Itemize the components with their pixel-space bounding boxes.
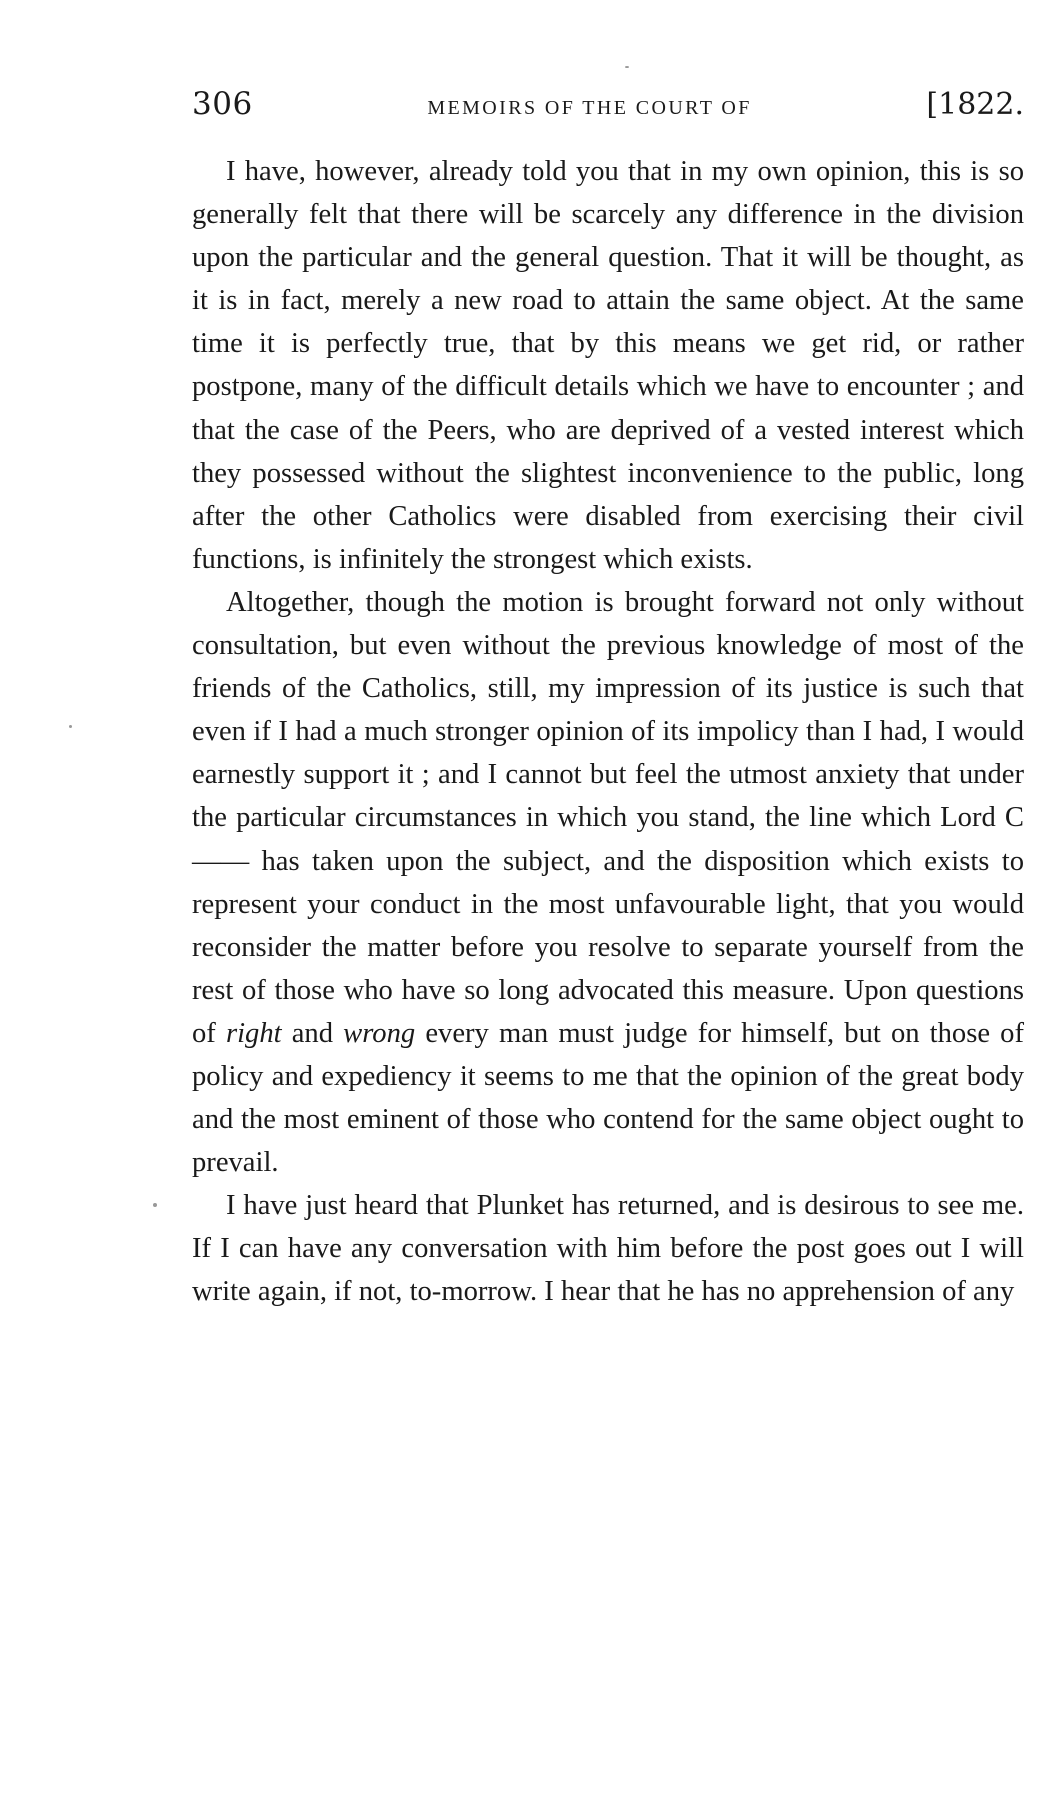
paragraph-3: I have just heard that Plunket has returned, and is desirous to see me. If I can have any conversation with him before the post goes out I will write again, if not, to-morrow. I hear that he has no apprehension of any: [192, 1190, 1024, 1308]
running-head: [192, 86, 1024, 132]
italic-word-right: right: [225, 1017, 282, 1049]
paragraph-2-text-middle: and: [281, 1017, 344, 1049]
running-title: MEMOIRS OF THE COURT OF: [427, 97, 752, 119]
paragraph-2: [192, 581, 1024, 1184]
paragraph-2-text-after: every man must judge for himself, but on those of policy and expediency it seems to me that the opinion of the great body and the most eminent of those who contend for the same object ought to prevail.: [192, 1017, 1024, 1179]
paragraph-1: I have, however, already told you that in my own opinion, this is so generally felt that there will be scarcely any difference in the division upon the particular and the general question. That it will be thought, as it is in fact, merely a new road to attain the same object. At the same time it is perfectly true, that by this means we get rid, or rather postpone, many of the difficult details which we have to encounter ; and that the case of the Peers, who are deprived of a vested interest which they possessed without the slightest inconvenience to the public, long after the other Catholics were disabled from exercising their civil functions, is infinitely the strongest which exists.: [192, 156, 1024, 575]
running-year: [1822.: [926, 87, 1024, 122]
body-text: [192, 150, 1024, 1314]
scan-speck-margin: [153, 1203, 157, 1207]
scan-speck-left: [69, 725, 72, 728]
paragraph-2-text-before: Altogether, though the motion is brought forward not only without consultation, but even without the previous knowledge of most of the friends of the Catholics, still, my impression of its justice is such that even if I had a much stronger opinion of its impolicy than I had, I would earnestly support it ; and I cannot but feel the utmost anxiety that under the particular circumstances in which you stand, the line which Lord C—— has taken upon the subject, and the disposition which exists to represent your conduct in the most unfavourable light, that you would reconsider the matter before you resolve to separate yourself from the rest of those who have so long advocated this measure. Upon questions of: [192, 586, 1024, 1049]
book-page: [192, 86, 1024, 1314]
page-number: 306: [192, 86, 253, 122]
scan-speck-top: [625, 66, 629, 68]
italic-word-wrong: wrong: [343, 1017, 416, 1049]
